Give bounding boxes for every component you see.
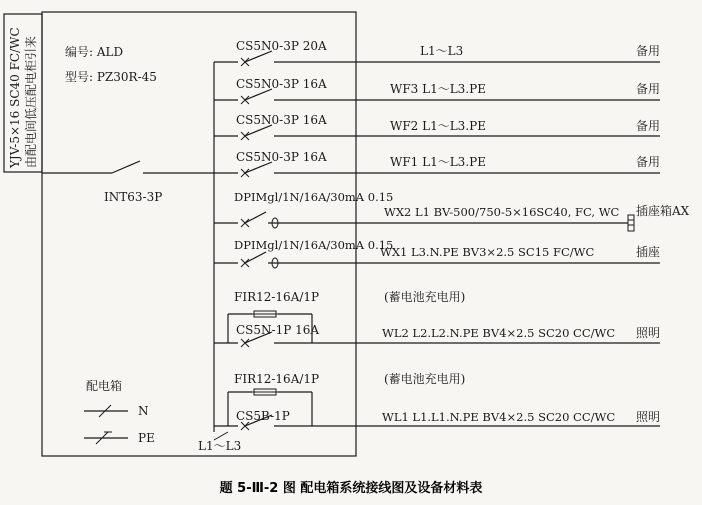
circuit-8-device: CS5B-1P — [236, 409, 290, 423]
circuit-7-line-desc: WL2 L2.L2.N.PE BV4×2.5 SC20 CC/WC — [382, 326, 616, 340]
circuit-2-line-desc: WF3 L1～L3.PE — [390, 82, 486, 96]
circuit-5-line-desc: WX2 L1 BV-500/750-5×16SC40, FC, WC — [384, 205, 620, 219]
circuit-6-device: DPIMgl/1N/16A/30mA 0.15 — [234, 238, 394, 252]
circuit-6-load: 插座 — [636, 245, 661, 259]
circuit-7-load: 照明 — [636, 326, 661, 340]
circuit-7 — [214, 289, 660, 347]
circuit-4-device: CS5N0-3P 16A — [236, 150, 327, 164]
box-model-text: 型号: PZ30R-45 — [65, 70, 157, 84]
circuit-1-device: CS5N0-3P 20A — [236, 39, 327, 53]
circuit-3-load: 备用 — [636, 119, 661, 133]
circuit-4-load: 备用 — [636, 155, 661, 169]
legend-n-label: N — [138, 404, 149, 418]
circuit-1-line-desc: L1～L3 — [420, 44, 464, 58]
main-breaker-label: INT63-3P — [104, 190, 163, 204]
circuit-2-device: CS5N0-3P 16A — [236, 77, 327, 91]
circuit-8-note: (蓄电池充电用) — [384, 372, 466, 386]
box-number-text: 编号: ALD — [65, 45, 124, 59]
circuit-4 — [214, 150, 660, 177]
cable-spec-text: YJV-5×16 SC40 FC/WC — [8, 27, 22, 168]
circuit-8-fuse: FIR12-16A/1P — [234, 372, 320, 386]
circuit-7-device: CS5N-1P 16A — [236, 323, 320, 337]
circuit-7-note: (蓄电池充电用) — [384, 290, 466, 304]
circuit-8-load: 照明 — [636, 410, 661, 424]
bottom-phase-label: L1～L3 — [198, 439, 242, 453]
circuit-3-device: CS5N0-3P 16A — [236, 113, 327, 127]
circuit-2 — [214, 77, 660, 104]
socket-box-symbol — [628, 215, 634, 231]
cable-source-text: 由配电间低压配电柜引来 — [24, 35, 38, 168]
circuit-2-load: 备用 — [636, 82, 661, 96]
circuit-4-line-desc: WF1 L1～L3.PE — [390, 155, 486, 169]
legend-title: 配电箱 — [86, 379, 123, 393]
circuit-7-fuse: FIR12-16A/1P — [234, 290, 320, 304]
circuit-5-load: 插座箱AX — [636, 204, 690, 218]
circuit-8 — [214, 371, 660, 430]
circuit-3 — [214, 113, 660, 140]
circuit-1 — [214, 39, 660, 66]
circuit-5-device: DPIMgl/1N/16A/30mA 0.15 — [234, 190, 394, 204]
figure-caption: 题 5-Ⅲ-2 图 配电箱系统接线图及设备材料表 — [219, 481, 483, 496]
circuit-8-line-desc: WL1 L1.L1.N.PE BV4×2.5 SC20 CC/WC — [382, 410, 616, 424]
circuit-6 — [214, 238, 660, 268]
legend-pe-label: PE — [138, 431, 155, 445]
circuit-3-line-desc: WF2 L1～L3.PE — [390, 119, 486, 133]
circuit-1-load: 备用 — [636, 44, 661, 58]
main-breaker-symbol — [42, 161, 214, 173]
circuit-5 — [214, 190, 690, 231]
legend — [84, 378, 155, 445]
circuit-6-line-desc: WX1 L3.N.PE BV3×2.5 SC15 FC/WC — [380, 245, 595, 259]
